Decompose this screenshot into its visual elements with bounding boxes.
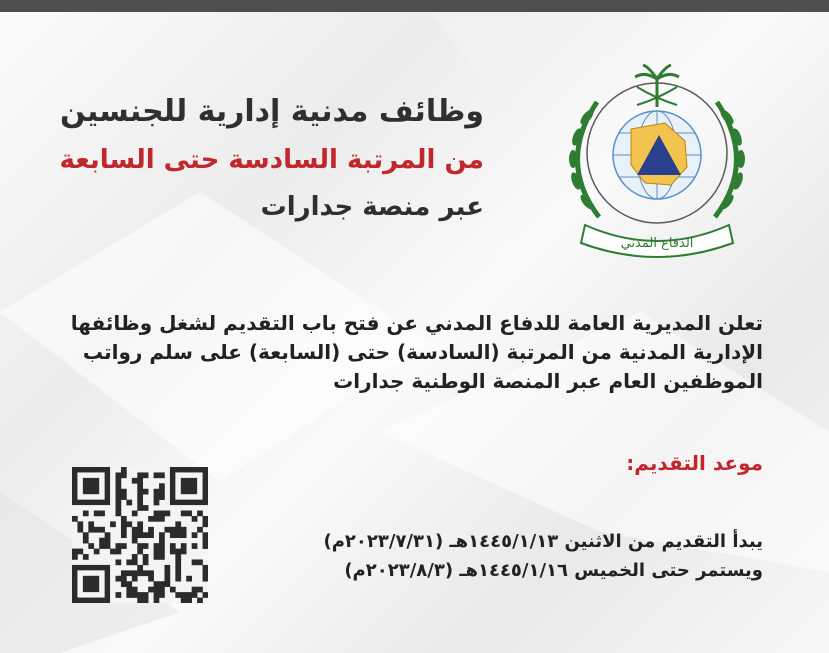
page-title: وظائف مدنية إدارية للجنسين: [60, 94, 484, 129]
announcement-line: الموظفين العام عبر المنصة الوطنية جدارات: [333, 369, 763, 393]
qr-code[interactable]: [72, 467, 208, 603]
caption-ribbon: [581, 225, 733, 257]
palm-swords-icon: [635, 65, 679, 107]
rank-subtitle: من المرتبة السادسة حتى السابعة: [59, 145, 484, 175]
start-date: يبدأ التقديم من الاثنين ١٤٤٥/١/١٣هـ (٢٠٢٣/٧/٣١م): [323, 531, 763, 552]
announcement-line: تعلن المديرية العامة للدفاع المدني عن فتح باب التقديم لشغل وظائفها: [70, 311, 763, 335]
civil-defense-emblem: [547, 57, 767, 265]
announcement-line: الإدارية المدنية من المرتبة (السادسة) حتى (السابعة) على سلم رواتب: [82, 340, 763, 364]
platform-line: عبر منصة جدارات: [260, 192, 484, 222]
deadline-heading: موعد التقديم:: [626, 451, 763, 475]
svg-text:الدفاع المدني: الدفاع المدني: [620, 236, 694, 251]
end-date: ويستمر حتى الخميس ١٤٤٥/١/١٦هـ (٢٠٢٣/٨/٣م): [344, 560, 763, 581]
top-dark-strip: [0, 0, 829, 12]
announcement-card: [0, 12, 829, 653]
